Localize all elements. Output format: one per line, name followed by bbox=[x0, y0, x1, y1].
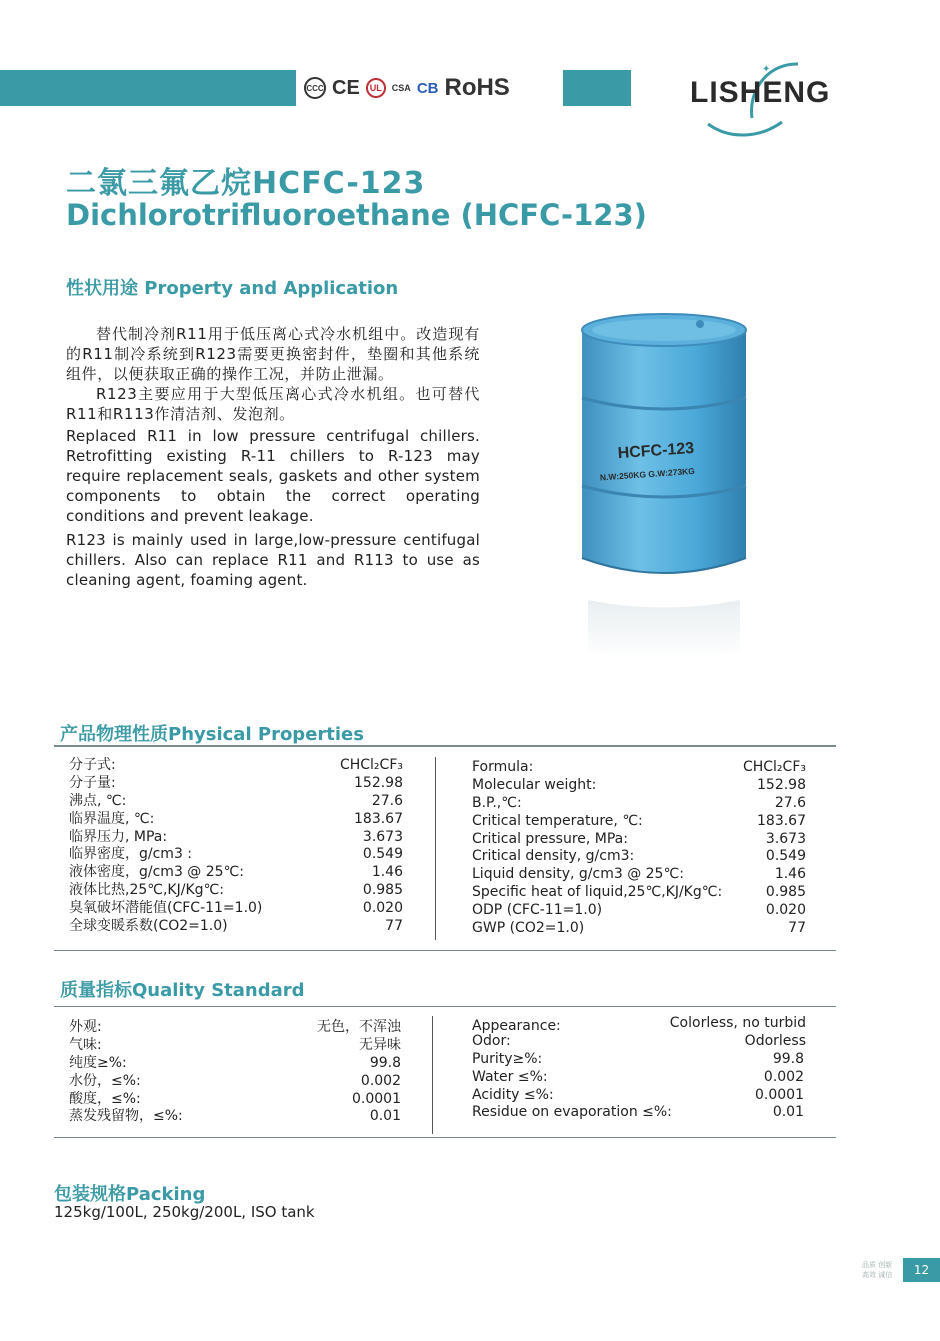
table-row: Residue on evaporation ≤%: 0.01 bbox=[472, 1104, 804, 1121]
physical-table-cn bbox=[69, 757, 403, 936]
description-en-paragraph-1: Replaced R11 in low pressure centrifugal chillers. Retrofitting existing R-11 chillers to R-123 may require replacement seals, gaskets and other system components to obtain the correct operating conditions and prevent leakage. bbox=[66, 427, 480, 525]
table-row: Critical density, g/cm3: 0.549 bbox=[472, 848, 806, 865]
page-number: 12 bbox=[903, 1258, 940, 1282]
rohs-cert-icon: RoHS bbox=[444, 74, 510, 101]
logo-text: LISHENG bbox=[690, 76, 831, 109]
quality-bottom-rule bbox=[54, 1137, 836, 1138]
quality-divider bbox=[432, 1016, 433, 1134]
table-row: B.P.,℃: 27.6 bbox=[472, 794, 806, 811]
physical-divider bbox=[435, 757, 436, 940]
description-cn-paragraph-1: 替代制冷剂R11用于低压离心式冷水机组中。改造现有的R11制冷系统到R123需要更换密封件，垫圈和其他系统组件，以便获取正确的操作工况，并防止泄漏。 bbox=[66, 325, 480, 383]
header-bar-left bbox=[0, 70, 296, 106]
table-row: Acidity ≤%: 0.0001 bbox=[472, 1086, 804, 1103]
table-row: 液体密度，g/cm3 @ 25℃: 1.46 bbox=[69, 864, 403, 881]
table-row: 沸点, ℃: 27.6 bbox=[69, 792, 403, 809]
property-description bbox=[66, 324, 480, 590]
table-row: Purity≥%: 99.8 bbox=[472, 1050, 804, 1067]
table-row: 分子式: CHCl₂CF₃ bbox=[69, 757, 403, 773]
description-cn-paragraph-2: R123主要应用于大型低压离心式冷水机组。也可替代R11和R113作清洁剂、发泡剂。 bbox=[66, 385, 480, 423]
table-row: 酸度，≤%: 0.0001 bbox=[69, 1090, 401, 1107]
certification-strip bbox=[300, 70, 562, 106]
table-row: 分子量: 152.98 bbox=[69, 774, 403, 791]
packing-heading: 包装规格Packing bbox=[54, 1184, 206, 1205]
product-drum-image bbox=[578, 310, 750, 670]
quality-table-en bbox=[472, 1015, 806, 1122]
table-row: 纯度≥%: 99.8 bbox=[69, 1054, 401, 1071]
physical-top-rule bbox=[54, 745, 836, 747]
table-row: 全球变暖系数(CO2=1.0) 77 bbox=[69, 918, 403, 935]
table-row: 水份，≤%: 0.002 bbox=[69, 1072, 401, 1089]
svg-text:✦: ✦ bbox=[762, 64, 771, 75]
table-row: 临界压力, MPa: 3.673 bbox=[69, 828, 403, 845]
drum-illustration bbox=[578, 310, 750, 670]
quality-heading: 质量指标Quality Standard bbox=[60, 980, 305, 1001]
table-row: ODP (CFC-11=1.0) 0.020 bbox=[472, 902, 806, 919]
drum-label: HCFC-123 bbox=[617, 439, 695, 463]
table-row: 液体比热,25℃,KJ/Kg℃: 0.985 bbox=[69, 882, 403, 899]
ce-cert-icon: CE bbox=[332, 76, 360, 99]
table-row: Specific heat of liquid,25℃,KJ/Kg℃: 0.985 bbox=[472, 884, 806, 901]
csa-cert-icon: CSA bbox=[391, 83, 411, 93]
table-row: Formula: CHCl₂CF₃ bbox=[472, 759, 806, 775]
table-row: Water ≤%: 0.002 bbox=[472, 1068, 804, 1085]
drum-weights: N.W:250KG G.W:273KG bbox=[599, 465, 696, 483]
table-row: Appearance: Colorless, no turbid bbox=[472, 1015, 806, 1034]
table-row: GWP (CO2=1.0) 77 bbox=[472, 920, 806, 937]
cb-cert-icon: CB bbox=[416, 79, 439, 97]
table-row: Critical pressure, MPa: 3.673 bbox=[472, 830, 806, 847]
ul-cert-icon: UL bbox=[366, 78, 386, 98]
packing-value: 125kg/100L, 250kg/200L, ISO tank bbox=[54, 1203, 315, 1221]
table-row: 临界密度，g/cm3 : 0.549 bbox=[69, 846, 403, 863]
physical-heading: 产品物理性质Physical Properties bbox=[60, 724, 364, 745]
quality-table-cn bbox=[69, 1019, 401, 1126]
footer-tagline: 品质 创新 高效 诚信 bbox=[862, 1261, 893, 1279]
property-heading: 性状用途 Property and Application bbox=[66, 278, 399, 299]
table-row: 临界温度, ℃: 183.67 bbox=[69, 810, 403, 827]
table-row: 蒸发残留物，≤%: 0.01 bbox=[69, 1108, 401, 1125]
company-logo bbox=[690, 58, 850, 138]
title-chinese: 二氯三氟乙烷HCFC-123 bbox=[66, 166, 426, 201]
table-row: Critical temperature, ℃: 183.67 bbox=[472, 812, 806, 829]
header-bar-mid bbox=[563, 70, 631, 106]
table-row: 臭氧破坏潜能值(CFC-11=1.0) 0.020 bbox=[69, 900, 403, 917]
physical-bottom-rule bbox=[54, 950, 836, 951]
physical-table-en bbox=[472, 759, 806, 938]
table-row: Molecular weight: 152.98 bbox=[472, 776, 806, 793]
title-english: Dichlorotrifluoroethane (HCFC-123) bbox=[66, 198, 647, 232]
table-row: Liquid density, g/cm3 @ 25℃: 1.46 bbox=[472, 866, 806, 883]
description-en-paragraph-2: R123 is mainly used in large,low-pressure centifugal chillers. Also can replace R11 and R113 to use as cleaning agent, foaming agent. bbox=[66, 531, 480, 589]
quality-top-rule bbox=[54, 1006, 836, 1007]
table-row: 气味: 无异味 bbox=[69, 1036, 401, 1053]
table-row: Odor: Odorless bbox=[472, 1032, 806, 1049]
table-row: 外观: 无色，不浑浊 bbox=[69, 1019, 401, 1035]
ccc-cert-icon: CCC bbox=[304, 77, 326, 99]
